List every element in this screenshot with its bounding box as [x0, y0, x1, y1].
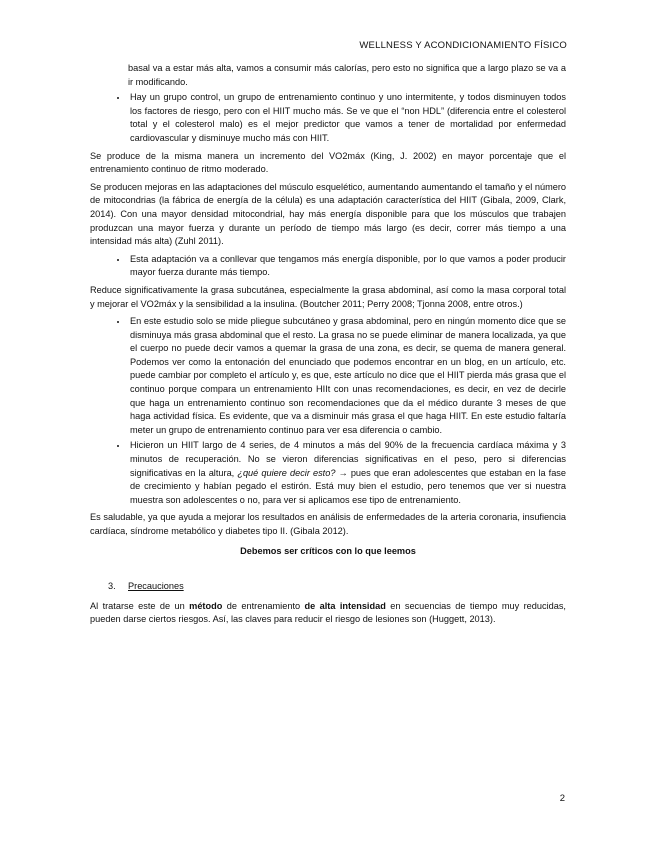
bullet4-text-b: pues que eran adolescentes que estaban en la fase de crecimiento y habían pegado el estirón. Está muy bien el estudio, pero tenemos que ver si nuestra muestra son adolescentes o no, para ver si aplicamos ese tipo de entrenamiento.: [130, 467, 567, 505]
bullet4-question: ¿qué quiere decir esto?: [237, 467, 336, 478]
bullet-continuation: basal va a estar más alta, vamos a consumir más calorías, pero esto no significa que a largo plazo se va a ir modificando.: [128, 63, 566, 87]
paragraph-health: Es saludable, ya que ayuda a mejorar los resultados en análisis de enfermedades de la arteria coronaria, insufiencia cardíaca, síndrome metabólico y diabetes tipo II. (Gibala 2012).: [90, 512, 566, 536]
bullet-list-3: [90, 315, 566, 507]
list-item: • Esta adaptación va a conllevar que tengamos más energía disponible, por lo que vamos a poder producir mayor fuerza durante más tiempo.: [128, 253, 566, 280]
bullet4-text-a: Hicieron un HIIT largo de 4 series, de 4 minutos a más del 90% de la frecuencia cardíaca máxima y 3 minutos de recuperación. No se vieron diferencias significativas en el peso, pero si diferencias significativas en la altura,: [130, 440, 566, 478]
arrow-icon: →: [335, 467, 351, 478]
section-number: 3.: [108, 581, 116, 592]
paragraph-fat-reduction: Reduce significativamente la grasa subcutánea, especialmente la grasa abdominal, así como la masa corporal total y mejorar el VO2máx y la sensibilidad a la insulina. (Boutcher 2011; Perry 2008; Tjonna 2008, entre otros.): [90, 284, 566, 309]
paragraph-precautions: Al tratarse este de un método de entrenamiento de alta intensidad en secuencias de tiempo muy reducidas, pueden darse ciertos riesgos. Así, las claves para reducir el riesgo de lesiones son (Huggett, 2013).: [90, 600, 566, 625]
paragraph-mitochondria: Se producen mejoras en las adaptaciones del músculo esquelético, aumentando aumentando el tamaño y el número de mitocondrias (la fábrica de energía de la célula) es una adaptación característica del HIIT (Gibala, 2009, Clark, 2014). Con una mayor densidad mitocondrial, hay más energía disponible para que los músculos que trabajen produzcan una mayor fuerza y durante un período de tiempo más largo (es decir, correr más tiempo a una intensidad más alta) (Zuhl 2011).: [90, 181, 566, 247]
list-item: • En este estudio solo se mide pliegue subcutáneo y grasa abdominal, pero en ningún momento dice que se disminuya más grasa abdominal que el resto. La grasa no se puede eliminar de manera localizada, ya que el cuerpo no puede decir vamos a quemar la grasa de una zona, es decir, se quema de manera general. Podemos ver como la entonación del enunciado que podemos encontrar en un blog, en un artículo, etc. puede cambiar por completo el artículo y, es que, este artículo no dice que el HIIT pierda más grasa que el continuo porque compara un entrenamiento HIIt con unas recomendaciones, es decir, en vez de decirle que haga un entrenamiento continuo son recomendaciones que da el médico durante 3 meses de que haga actividad física. Es evidente, que va a disminuir más grasa el que haga HIIT. En este estudio faltaría meter un grupo de entrenamiento continuo para ver esa diferencia o cambio.: [128, 315, 566, 437]
running-header: WELLNESS Y ACONDICIONAMIENTO FÍSICO: [359, 40, 567, 51]
bold-term-method: método: [189, 600, 223, 611]
centered-statement: Debemos ser críticos con lo que leemos: [240, 545, 416, 556]
bullet-list-1: [90, 91, 566, 145]
section-title: Precauciones: [128, 581, 184, 592]
paragraph-vo2max: Se produce de la misma manera un incremento del VO2máx (King, J. 2002) en mayor porcentaje que el entrenamiento continuo de ritmo moderado.: [90, 150, 566, 175]
page-number: 2: [559, 793, 565, 804]
list-item: • Hay un grupo control, un grupo de entrenamiento continuo y uno intermitente, y todos disminuyen todos los factores de riesgo, pero con el HIIT mucho más. Se ve que el “non HDL” (diferencia entre el colesterol total y el colesterol malo) es el mejor predictor que vamos a tener de mortalidad por enfermedad cardiovascular y disminuye mucho más con HIIT.: [128, 91, 566, 145]
list-item: [128, 439, 566, 507]
bullet-list-2: [90, 253, 566, 280]
bold-term-intensity: de alta intensidad: [304, 600, 386, 611]
section-heading: [90, 580, 566, 594]
page-body: [90, 62, 566, 631]
